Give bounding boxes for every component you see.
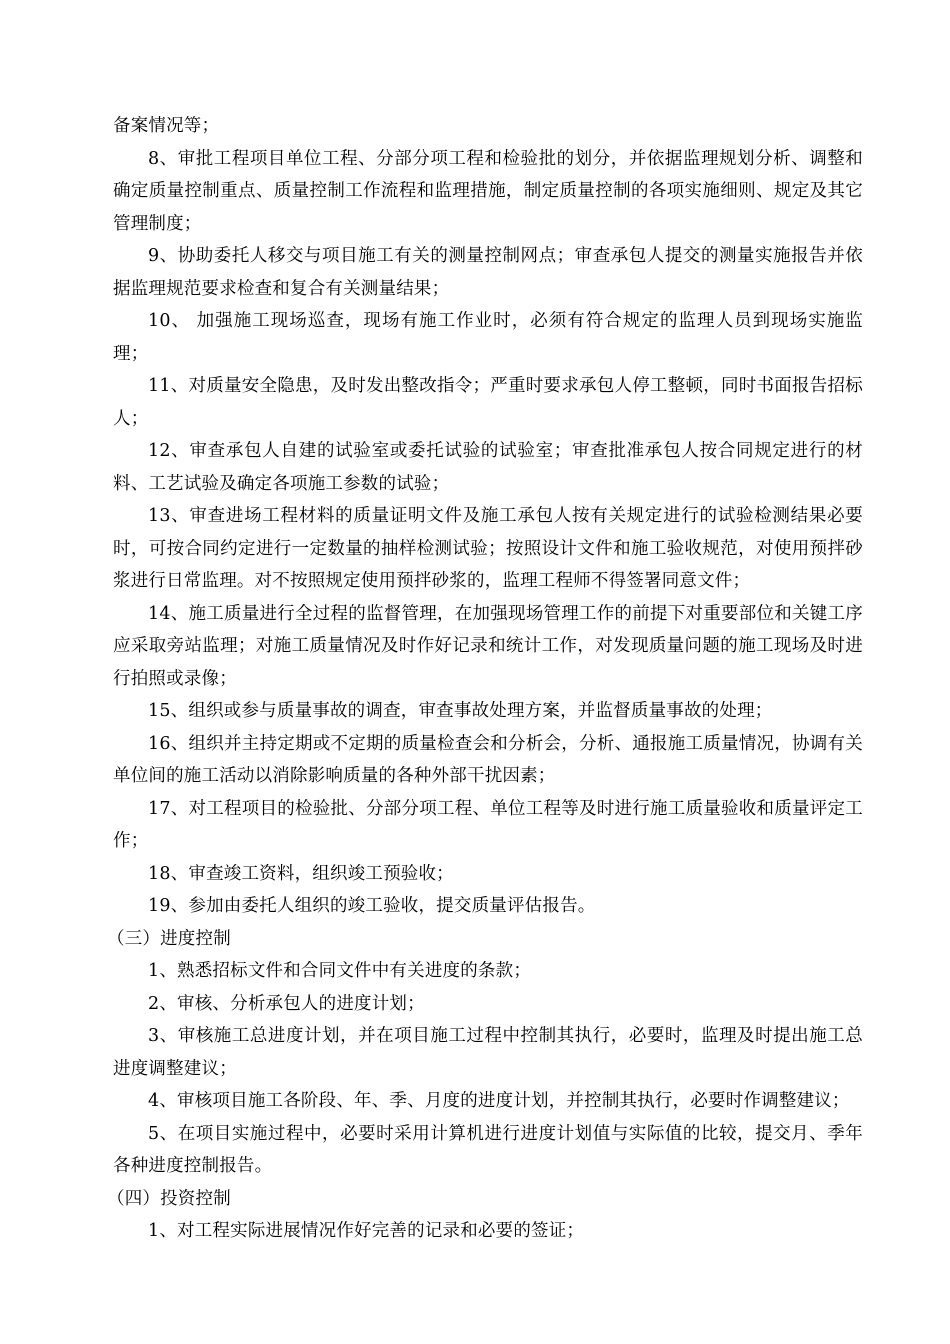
paragraph-continuation: 备案情况等；: [113, 116, 220, 136]
list-item-quality-12: 12、审查承包人自建的试验室或委托试验的试验室；审查批准承包人按合同规定进行的材料、工艺试验及确定各项施工参数的试验；: [113, 441, 863, 494]
list-item-schedule-2: 2、审核、分析承包人的进度计划；: [148, 993, 425, 1014]
list-item-quality-14: 14、施工质量进行全过程的监督管理，在加强现场管理工作的前提下对重要部位和关键工序应采取旁站监理；对施工质量情况及时作好记录和统计工作，对发现质量问题的施工现场及时进行拍照或录像；: [113, 603, 863, 689]
list-item-quality-13: 13、审查进场工程材料的质量证明文件及施工承包人按有关规定进行的试验检测结果必要时，可按合同约定进行一定数量的抽样检测试验；按照设计文件和施工验收规范，对使用预拌砂浆进行日常监理。对不按照规定使用预拌砂浆的，监理工程师不得签署同意文件；: [113, 506, 863, 591]
list-item-quality-11: 11、对质量安全隐患，及时发出整改指令；严重时要求承包人停工整顿，同时书面报告招标人；: [113, 376, 863, 429]
list-item-quality-17: 17、对工程项目的检验批、分部分项工程、单位工程等及时进行施工质量验收和质量评定工作；: [113, 798, 863, 851]
section-heading-schedule-control: （三）进度控制: [107, 928, 231, 949]
list-item-quality-10: 10、 加强施工现场巡查，现场有施工作业时，必须有符合规定的监理人员到现场实施监理；: [113, 311, 863, 364]
list-item-schedule-1: 1、熟悉招标文件和合同文件中有关进度的条款；: [148, 961, 532, 981]
list-item-schedule-4: 4、审核项目施工各阶段、年、季、月度的进度计划，并控制其执行，必要时作调整建议；: [148, 1091, 850, 1111]
list-item-quality-16: 16、组织并主持定期或不定期的质量检查会和分析会，分析、通报施工质量情况，协调有关单位间的施工活动以消除影响质量的各种外部干扰因素；: [113, 733, 863, 786]
document-body: [107, 110, 863, 1248]
list-item-quality-9: 9、协助委托人移交与项目施工有关的测量控制网点；审查承包人提交的测量实施报告并依据监理规范要求检查和复合有关测量结果；: [113, 246, 863, 299]
list-item-schedule-5: 5、在项目实施过程中，必要时采用计算机进行进度计划值与实际值的比较，提交月、季年各种进度控制报告。: [113, 1123, 863, 1176]
list-item-schedule-3: 3、审核施工总进度计划，并在项目施工过程中控制其执行，必要时，监理及时提出施工总进度调整建议；: [113, 1026, 863, 1079]
list-item-quality-15: 15、组织或参与质量事故的调查，审查事故处理方案，并监督质量事故的处理；: [148, 701, 773, 721]
list-item-quality-8: 8、审批工程项目单位工程、分部分项工程和检验批的划分，并依据监理规划分析、调整和确定质量控制重点、质量控制工作流程和监理措施，制定质量控制的各项实施细则、规定及其它管理制度；: [113, 148, 863, 234]
list-item-quality-19: 19、参加由委托人组织的竣工验收，提交质量评估报告。: [148, 896, 596, 916]
list-item-investment-1: 1、对工程实际进展情况作好完善的记录和必要的签证；: [148, 1221, 585, 1241]
section-heading-investment-control: （四）投资控制: [107, 1188, 231, 1209]
list-item-quality-18: 18、审查竣工资料，组织竣工预验收；: [148, 863, 454, 884]
